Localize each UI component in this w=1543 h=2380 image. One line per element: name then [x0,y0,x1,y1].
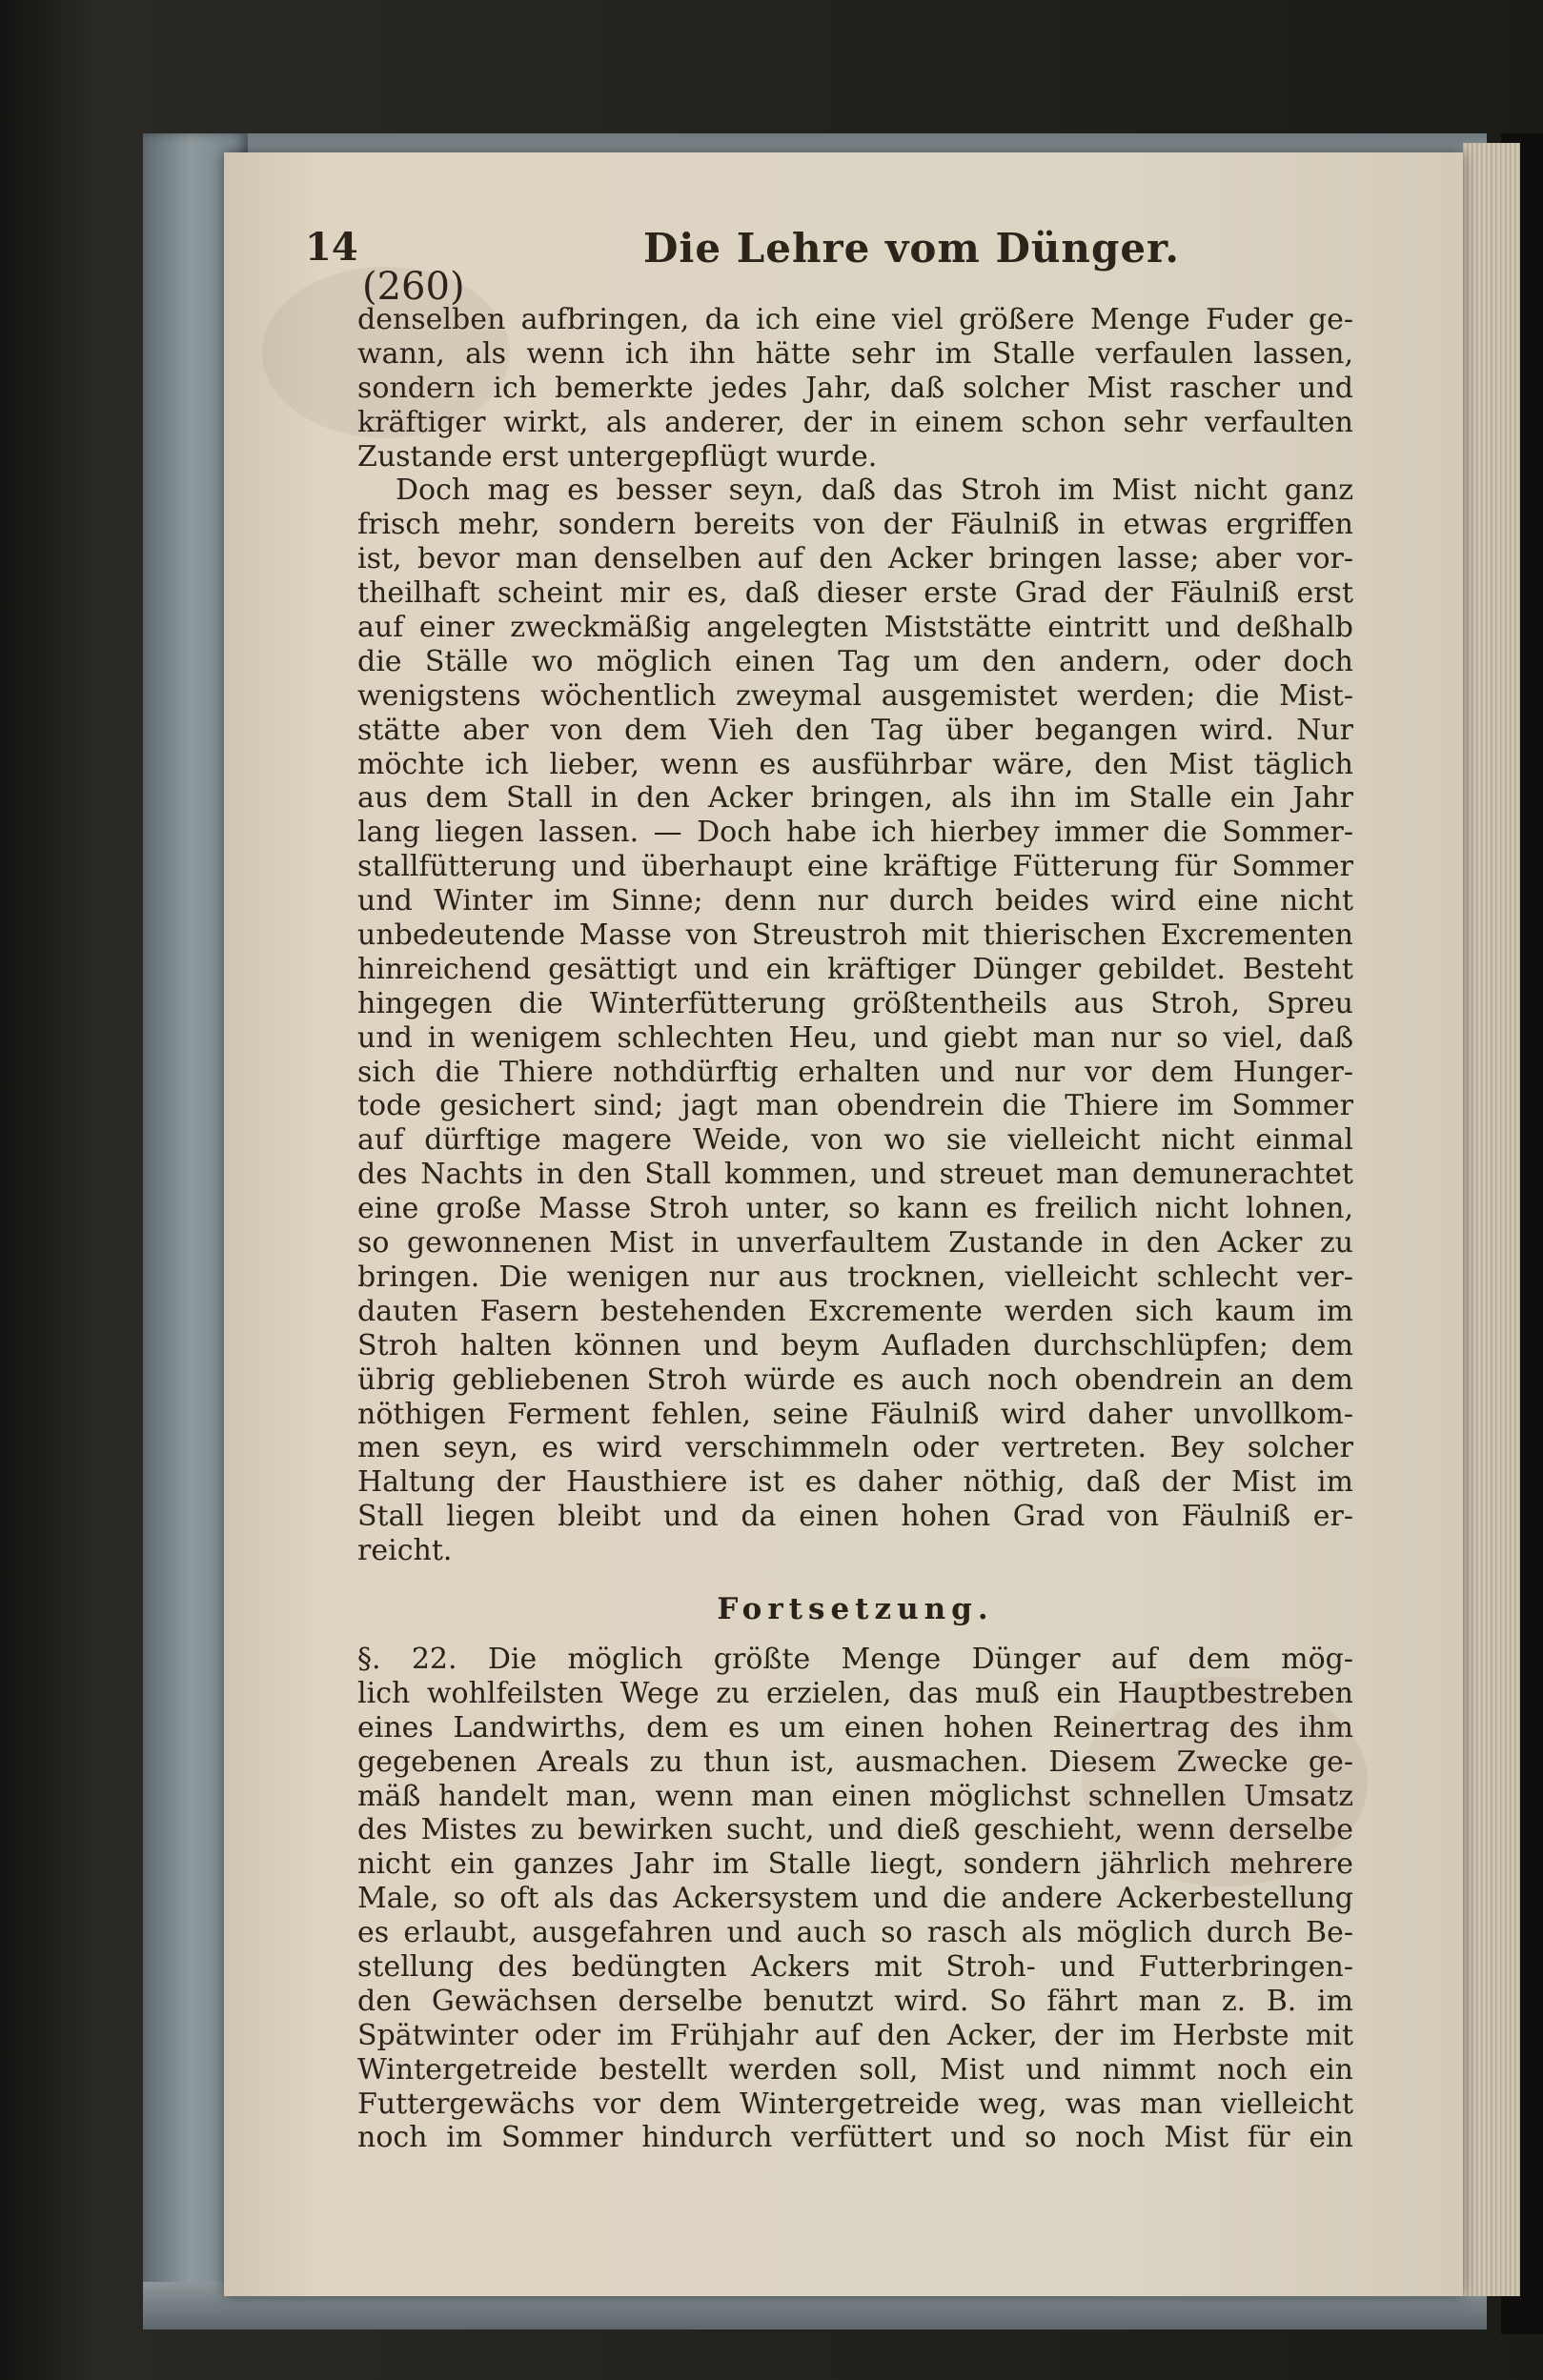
text-line: bringen. Die wenigen nur aus trocknen, vielleicht schlecht ver- [357,1260,1353,1294]
text-line: des Nachts in den Stall kommen, und streuet man demunerachtet [357,1158,1353,1192]
text-line: kräftiger wirkt, als anderer, der in einem schon sehr verfaulten [357,405,1353,439]
text-line: Stroh halten können und beym Aufladen durchschlüpfen; dem [357,1328,1353,1362]
text-line: Male, so oft als das Ackersystem und die andere Ackerbestellung [357,1882,1353,1916]
text-line: men seyn, es wird verschimmeln oder vertreten. Bey solcher [357,1431,1353,1465]
text-line: sich die Thiere nothdürftig erhalten und nur vor dem Hunger- [357,1055,1353,1089]
text-line: eines Landwirths, dem es um einen hohen Reinertrag des ihm [357,1710,1353,1745]
running-title: Die Lehre vom Dünger. [643,225,1180,272]
text-line: auf dürftige magere Weide, von wo sie vielleicht nicht einmal [357,1123,1353,1158]
text-line: die Ställe wo möglich einen Tag um den andern, oder doch [357,644,1353,678]
text-line: mäß handelt man, wenn man einen möglichst schnellen Umsatz [357,1779,1353,1813]
paragraph-1 [357,303,1353,474]
text-line: reicht. [357,1534,453,1568]
text-line: Zustande erst untergepflügt wurde. [357,439,878,474]
text-line: denselben aufbringen, da ich eine viel größere Menge Fuder ge- [357,303,1353,336]
text-line: Spätwinter oder im Frühjahr auf den Acker, der im Herbste mit [357,2018,1353,2052]
text-line: übrig gebliebenen Stroh würde es auch noch obendrein an dem [357,1362,1353,1397]
text-line: nicht ein ganzes Jahr im Stalle liegt, sondern jährlich mehrere [357,1847,1353,1882]
text-line: nöthigen Ferment fehlen, seine Fäulniß wird daher unvollkom- [357,1397,1353,1431]
text-line: theilhaft scheint mir es, daß dieser erste Grad der Fäulniß erst [357,576,1353,611]
page-stack-edge [1463,143,1520,2296]
text-line: des Mistes zu bewirken sucht, und dieß geschieht, wenn derselbe [357,1813,1353,1847]
text-line: ist, bevor man denselben auf den Acker bringen lasse; aber vor- [357,542,1353,576]
paragraph-2 [357,474,1353,1568]
text-line: gegebenen Areals zu thun ist, ausmachen. Diesem Zwecke ge- [357,1745,1353,1779]
text-line: eine große Masse Stroh unter, so kann es freilich nicht lohnen, [357,1192,1353,1226]
text-line: Futtergewächs vor dem Wintergetreide weg, was man vielleicht [357,2087,1353,2121]
body-text [357,303,1353,2155]
text-line: den Gewächsen derselbe benutzt wird. So fährt man z. B. im [357,1984,1353,2018]
text-line: und in wenigem schlechten Heu, und giebt man nur so viel, daß [357,1020,1353,1055]
text-line: wenigstens wöchentlich zweymal ausgemistet werden; die Mist- [357,678,1353,713]
paragraph-section-22 [357,1643,1353,2155]
text-line: noch im Sommer hindurch verfüttert und so noch Mist für ein [357,2121,1353,2155]
text-line: so gewonnenen Mist in unverfaultem Zustande in den Acker zu [357,1226,1353,1261]
text-line: stellung des bedüngten Ackers mit Stroh- und Futterbringen- [357,1949,1353,1984]
signature-mark: (260) [362,265,465,309]
text-line: §. 22. Die möglich größte Menge Dünger auf dem mög- [357,1642,1353,1676]
text-line: es erlaubt, ausgefahren und auch so rasch als möglich durch Be- [357,1916,1353,1950]
text-line: Doch mag es besser seyn, daß das Stroh im Mist nicht ganz [396,474,1353,508]
text-line: und Winter im Sinne; denn nur durch beides wird eine nicht [357,884,1353,918]
text-line: sondern ich bemerkte jedes Jahr, daß solcher Mist rascher und [357,371,1353,405]
page-header [305,225,1496,282]
text-line: hinreichend gesättigt und ein kräftiger Dünger gebildet. Besteht [357,952,1353,986]
text-line: möchte ich lieber, wenn es ausführbar wäre, den Mist täglich [357,747,1353,781]
text-line: stätte aber von dem Vieh den Tag über begangen wird. Nur [357,713,1353,747]
text-line: aus dem Stall in den Acker bringen, als ihn im Stalle ein Jahr [357,781,1353,816]
text-line: lich wohlfeilsten Wege zu erzielen, das muß ein Hauptbestreben [357,1676,1353,1710]
text-line: tode gesichert sind; jagt man obendrein die Thiere im Sommer [357,1089,1353,1123]
text-line: auf einer zweckmäßig angelegten Miststätte eintritt und deßhalb [357,611,1353,645]
text-line: unbedeutende Masse von Streustroh mit thierischen Excrementen [357,918,1353,953]
page-number: 14 [305,225,358,270]
text-line: Wintergetreide bestellt werden soll, Mist und nimmt noch ein [357,2052,1353,2087]
text-line: Stall liegen bleibt und da einen hohen Grad von Fäulniß er- [357,1500,1353,1534]
section-heading: Fortsetzung. [717,1591,994,1626]
text-line: Haltung der Hausthiere ist es daher nöthig, daß der Mist im [357,1465,1353,1500]
text-line: frisch mehr, sondern bereits von der Fäulniß in etwas ergriffen [357,508,1353,542]
text-line: hingegen die Winterfütterung größtentheils aus Stroh, Spreu [357,986,1353,1020]
text-line: wann, als wenn ich ihn hätte sehr im Stalle verfaulen lassen, [357,336,1353,371]
text-line: stallfütterung und überhaupt eine kräftige Fütterung für Sommer [357,850,1353,884]
text-line: dauten Fasern bestehenden Excremente werden sich kaum im [357,1294,1353,1328]
text-line: lang liegen lassen. — Doch habe ich hierbey immer die Sommer- [357,816,1353,850]
